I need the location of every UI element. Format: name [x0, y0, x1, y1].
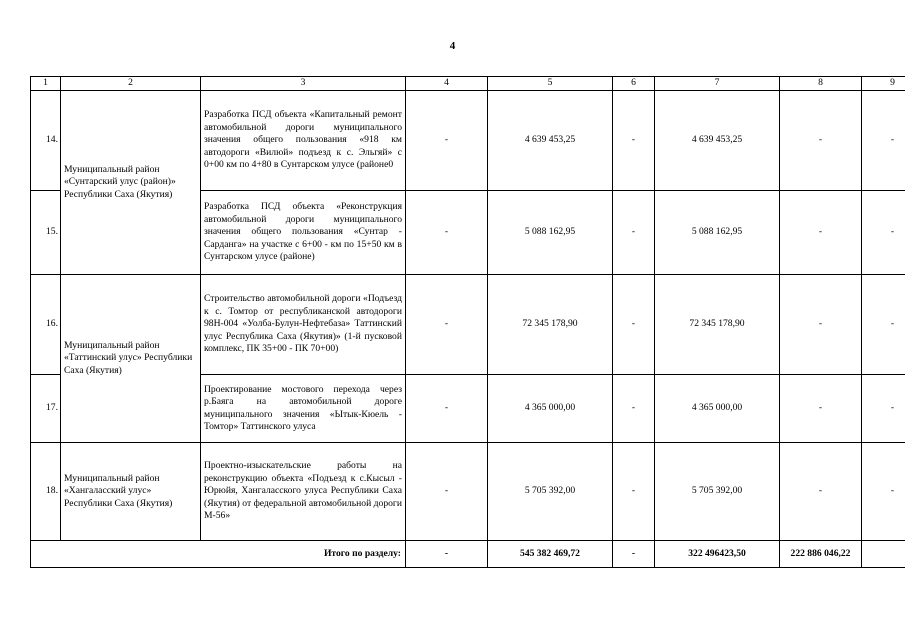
column-header: 8: [780, 77, 862, 91]
column-header: 9: [862, 77, 905, 91]
column-header: 7: [655, 77, 780, 91]
total-label: Итого по разделу:: [31, 541, 406, 568]
table-row: [31, 443, 905, 541]
value-cell: -: [862, 375, 905, 443]
value-cell: 4 365 000,00: [488, 375, 613, 443]
municipality-cell: Муниципальный район «Хангаласский улус» Республики Саха (Якутия): [61, 443, 201, 541]
value-cell: -: [780, 91, 862, 191]
value-cell: 5 705 392,00: [488, 443, 613, 541]
total-row: [31, 541, 905, 568]
value-cell: -: [862, 275, 905, 375]
municipality-cell: Муниципальный район «Сунтарский улус (район)» Республики Саха (Якутия): [61, 91, 201, 275]
row-number: 17.: [31, 375, 61, 443]
column-header: 2: [61, 77, 201, 91]
value-cell: -: [613, 91, 655, 191]
value-cell: 72 345 178,90: [488, 275, 613, 375]
total-value: -: [613, 541, 655, 568]
row-number: 15.: [31, 191, 61, 275]
project-description: Проектирование мостового перехода через р.Баяга на автомобильной дороге муниципального значения «Ытык-Кюель - Томтор» Таттинского улуса: [201, 375, 406, 443]
column-header: 1: [31, 77, 61, 91]
value-cell: 4 639 453,25: [488, 91, 613, 191]
total-value: 222 886 046,22: [780, 541, 862, 568]
column-header: 5: [488, 77, 613, 91]
table-row: [31, 275, 905, 375]
row-number: 16.: [31, 275, 61, 375]
value-cell: 5 088 162,95: [655, 191, 780, 275]
value-cell: -: [780, 443, 862, 541]
value-cell: -: [862, 91, 905, 191]
value-cell: -: [613, 375, 655, 443]
column-header: 6: [613, 77, 655, 91]
value-cell: 5 088 162,95: [488, 191, 613, 275]
project-description: Разработка ПСД объекта «Реконструкция автомобильной дороги муниципального значения общего пользования «Сунтар - Сарданга» на участке с 6+00 - км по 15+50 км в Сунтарском улусе (районе): [201, 191, 406, 275]
row-number: 18.: [31, 443, 61, 541]
value-cell: -: [613, 443, 655, 541]
column-number-row: [31, 77, 905, 91]
value-cell: -: [406, 443, 488, 541]
budget-table: [30, 76, 905, 568]
row-number: 14.: [31, 91, 61, 191]
project-description: Проектно-изыскательские работы на реконструкцию объекта «Подъезд к с.Кысыл - Юрюйя, Хангаласского улуса Республики Саха (Якутия) от федеральной автомобильной дороги М-56»: [201, 443, 406, 541]
value-cell: 4 365 000,00: [655, 375, 780, 443]
value-cell: -: [780, 191, 862, 275]
table-row: [31, 91, 905, 191]
total-value: 322 496423,50: [655, 541, 780, 568]
value-cell: -: [406, 191, 488, 275]
value-cell: -: [862, 191, 905, 275]
value-cell: 72 345 178,90: [655, 275, 780, 375]
total-value: -: [406, 541, 488, 568]
value-cell: -: [406, 275, 488, 375]
column-header: 4: [406, 77, 488, 91]
value-cell: -: [613, 191, 655, 275]
value-cell: -: [613, 275, 655, 375]
total-value: [862, 541, 905, 568]
total-value: 545 382 469,72: [488, 541, 613, 568]
project-description: Строительство автомобильной дороги «Подъезд к с. Томтор от республиканской автодороги 98Н-004 «Уолба-Булун-Нефтебаза» Таттинский улус Республика Саха (Якутия)» (1-й пусковой комплекс, ПК 35+00 - ПК 70+00): [201, 275, 406, 375]
page-number: 4: [449, 40, 456, 52]
column-header: 3: [201, 77, 406, 91]
value-cell: 5 705 392,00: [655, 443, 780, 541]
value-cell: -: [862, 443, 905, 541]
municipality-cell: Муниципальный район «Таттинский улус» Республики Саха (Якутия): [61, 275, 201, 443]
value-cell: 4 639 453,25: [655, 91, 780, 191]
value-cell: -: [406, 375, 488, 443]
value-cell: -: [780, 375, 862, 443]
project-description: Разработка ПСД объекта «Капитальный ремонт автомобильной дороги муниципального значения общего пользования «918 км автодороги «Вилюй» подъезд к с. Эльгяй» с 0+00 км по 4+80 в Сунтарском улусе (районе0: [201, 91, 406, 191]
value-cell: -: [780, 275, 862, 375]
value-cell: -: [406, 91, 488, 191]
